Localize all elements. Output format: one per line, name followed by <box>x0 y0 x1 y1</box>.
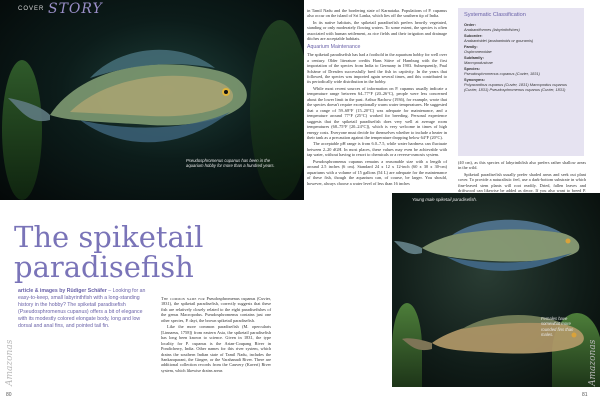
byline-author: article & images by Rüdiger Schäfer <box>18 288 107 294</box>
col2-p2: In its native habitats, the spiketail paradisefish prefers heavily vegetated, standing or only moderately flowing waters. To some extent, the species is often associated with human settlement, as rice fields and their irrigation and drainage ditches are acceptable habitats. <box>307 19 447 42</box>
col2-p3: The spiketail paradisefish has had a foothold in the aquarium hobby for well over a century. Older literature credits Hans Stüve of Hamburg with the first importation of the species from India to Germany in 1903. Subsequently, Paul Schäme of Dresden successfully bred the fish in captivity. In the years that followed, the species was imported again several times, and this contributed to its periodically wide distribution in the hobby. <box>307 52 447 85</box>
sidebar-row: Family: Osphronemidae <box>464 44 492 54</box>
photo-caption-1: Pseudosphromenus cupanus has been in the aquarium hobby for more than a hundred years. <box>186 158 275 169</box>
magazine-name-left: Amazonas <box>5 339 15 386</box>
fish-illustration-1 <box>0 0 304 200</box>
photo-caption-2: Young male spiketail paradisefish. <box>412 197 477 202</box>
sidebar-row: Order: Anabantiformes (labyrinthfishes) <box>464 22 520 32</box>
story-label: STORY <box>48 1 103 17</box>
fish-photo-pair <box>392 193 600 387</box>
body-column-2 <box>307 8 447 187</box>
col2-p5: The acceptable pH range is from 6.0–7.5, while water hardness can fluctuate between 2–20 dGH. In most places, these values may even be achievable with tap water, without having to resort to chemicals or a reverse-osmosis system. <box>307 141 447 158</box>
byline-intro: – Looking for an easy-to-keep, small labyrinthfish with a long-standing history in the hobby? The spiketail paradisefish (Pseudosphromenus cupanus) offers a bit of elegance with its modestly colored elongate body, long and low dorsal and anal fins, and pointed tail fin. <box>18 288 146 329</box>
body-column-1 <box>161 296 271 374</box>
lead-in: The common name for <box>161 296 205 301</box>
col3-p1: (40 cm), as this species of labyrinthfish also prefers rather shallow areas in the wild. <box>458 160 586 171</box>
sidebar-row: Synonyms: Polyacanthus cupanus (Cuvier, 1831) Macropodus cupanus (Cuvier, 1831) Pseudosphromenus cupanus (Cuvier, 1831) <box>464 77 567 92</box>
photo-caption-3: Females have somewhat more rounded fins than males. <box>541 316 574 337</box>
col2-p6: Pseudosphromenus cupanus remains a reasonable size with a length of around 2.5 inches (6 cm). Standard 24 x 12 x 12-inch (60 x 30 x 30-cm) aquariums with a volume of 15 gallons (54 L) are adequate for the maintenance of these fish, though the aquarium can, of course, be larger. You should, however, always choose a water level of less than 16 inches <box>307 158 447 186</box>
section-heading: Aquarium Maintenance <box>307 43 361 50</box>
col1-p2: Like the more common paradisefish (M. opercularis [Linnaeus, 1758]) from eastern Asia, the spiketail paradisefish has long been known to science. Given in 1831, the type locality for P. cupanus is the Arian-Coupang River in Pondicherry, India. Other names for this river system, which drains the southern Indian state of Tamil Nadu, includes the Sankaraparani, the Gingee, or the Varahanadi River. There are additional collection records from the Cauvery (Kaveri) River system, which likewise drains areas <box>161 324 271 373</box>
sidebar-title: Systematic Classification <box>464 12 526 18</box>
sidebar-row: Species: Pseudosphromenus cupanus (Cuvier, 1831) <box>464 66 540 76</box>
fish-photo-male <box>0 0 304 200</box>
article-byline <box>18 288 152 329</box>
col2-p1: in Tamil Nadu and the bordering state of Karnataka. Populations of P. cupanus also occur on the island of Sri Lanka, which lies off the southern tip of India. <box>307 8 447 19</box>
article-title: The spiketail paradisefish <box>14 220 204 284</box>
page-number-left: 80 <box>6 392 12 398</box>
fish-illustration-2 <box>392 193 600 387</box>
classification-sidebar <box>458 8 584 156</box>
col1-p1: Pseudosphromenus cupanus (Cuvier, 1831), the spiketail paradisefish, correctly suggests that these fish are relatively closely related to the eight paradisefishes of the genus Macropodus. Pseudosphromenus contains just one other species, P. dayi, the brown spiketail paradisefish. <box>161 296 272 323</box>
cover-label: COVER <box>18 6 45 12</box>
magazine-name-right: Amazonas <box>588 339 598 386</box>
page-number-right: 81 <box>582 392 588 398</box>
sidebar-row: Suborder: Anabantoidei (anabantoids or gouramis) <box>464 33 534 43</box>
col3-p2: Spiketail paradisefish usually prefer shaded areas and seek out plant cover. To provide a naturalistic feel, use a dark-bottom substrate in which fine-leaved stem plants will root readily. Dried, fallen leaves and driftwood can likewise be added as decor. If you also want to breed P. <box>458 171 586 194</box>
sidebar-row: Subfamily: Macropodusinae <box>464 55 493 65</box>
col2-p4: While most recent sources of information on P. cupanus usually indicate a temperature range between 64–77°F (20–26°C), people were less concerned about the lower limit in the past. Arthur Rachow (1936), for example, wrote that the species doesn't require exceptionally warm water temperatures. He suggested that a range of 59–68°F (15–20°C) was adequate for maintenance, and a temperature around 77°F (25°C) worked for breeding. Personal experience suggests that the spiketail paradisefish does very well at average room temperatures (68–75°F [20–24°C]), which is very welcome in times of high energy costs. Everyone must decide for themselves whether to include a heater in their tank as a precaution against the temperature dropping below 64°F (20°C). <box>307 85 447 140</box>
